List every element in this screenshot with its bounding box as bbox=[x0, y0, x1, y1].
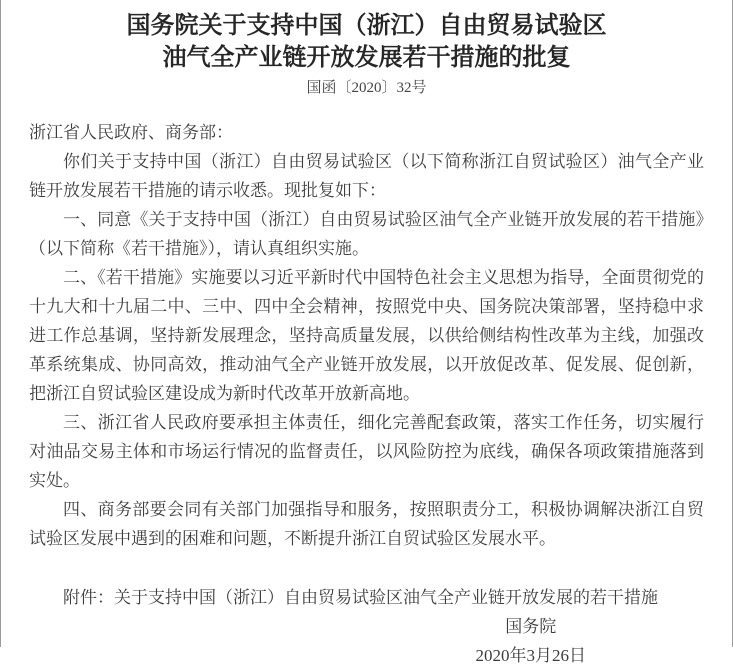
signer-name: 国务院 bbox=[505, 617, 557, 636]
document-body bbox=[29, 118, 704, 670]
document-title-line2: 油气全产业链开放发展若干措施的批复 bbox=[162, 45, 571, 71]
attachment-line: 附件：关于支持中国（浙江）自由贸易试验区油气全产业链开放发展的若干措施 bbox=[63, 588, 658, 607]
body-paragraph-intro: 你们关于支持中国（浙江）自由贸易试验区（以下简称浙江自贸试验区）油气全产业链开放发展若干措施的请示收悉。现批复如下： bbox=[29, 152, 704, 200]
document-title-line1: 国务院关于支持中国（浙江）自由贸易试验区 bbox=[126, 13, 607, 39]
body-paragraph-item4: 四、商务部要会同有关部门加强指导和服务，按照职责分工，积极协调解决浙江自贸试验区发展中遇到的困难和问题，不断提升浙江自贸试验区发展水平。 bbox=[29, 500, 704, 548]
salutation-line: 浙江省人民政府、商务部： bbox=[29, 123, 233, 142]
document-number: 国函〔2020〕32号 bbox=[306, 80, 427, 96]
body-paragraph-item1: 一、同意《关于支持中国（浙江）自由贸易试验区油气全产业链开放发展的若干措施》（以下简称《若干措施》），请认真组织实施。 bbox=[29, 210, 704, 258]
signature-block bbox=[476, 612, 587, 670]
body-paragraph-item2: 二、《若干措施》实施要以习近平新时代中国特色社会主义思想为指导，全面贯彻党的十九大和十九届二中、三中、四中全会精神，按照党中央、国务院决策部署，坚持稳中求进工作总基调，坚持新发展理念，坚持高质量发展，以供给侧结构性改革为主线，加强改革系统集成、协同高效，推动油气全产业链开放发展，以开放促改革、促发展、促创新，把浙江自贸试验区建设成为新时代改革开放新高地。 bbox=[29, 268, 704, 403]
sign-date: 2020年3月26日 bbox=[475, 646, 586, 665]
body-paragraph-item3: 三、浙江省人民政府要承担主体责任，细化完善配套政策，落实工作任务，切实履行对油品交易主体和市场运行情况的监督责任，以风险防控为底线，确保各项政策措施落到实处。 bbox=[29, 413, 704, 490]
document-title bbox=[1, 0, 732, 74]
